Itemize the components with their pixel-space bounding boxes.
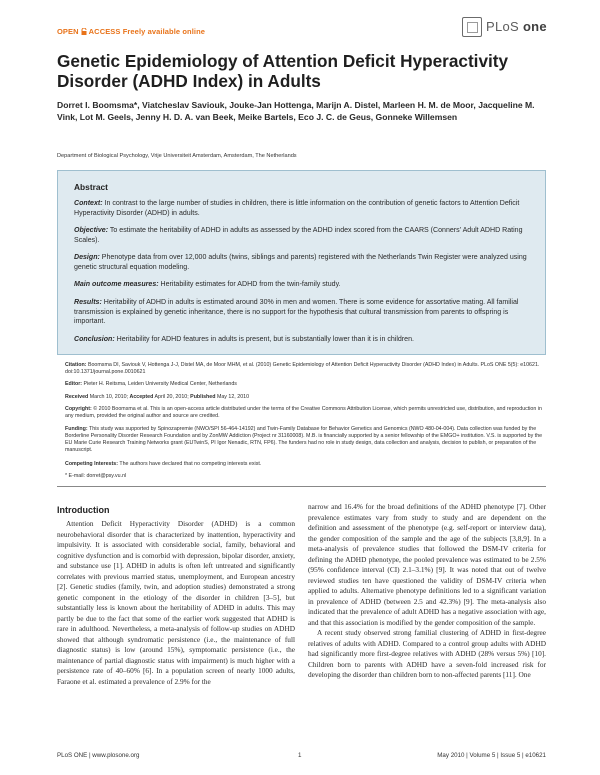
intro-paragraph-1: Attention Deficit Hyperactivity Disorder (ADHD) is a common neurobehavioral disorder that is characterized by inattention, hyperactivity and impulsivity. It is associated with considerable social, family, behavioral and cognitive dysfunction and is comorbid with depression, bipolar disorder, anxiety, and substance use [1]. ADHD in adults is often left untreated and significantly correlates with previous married status, unemployment, and European ancestry [2]. Genetic studies (family, twin, and adoption studies) demonstrated a strong genetic component in the etiology of the disorder in children [3–5], but substantially less is known about the heritability of ADHD in adults. This may partly be due to the fact that some of the earlier work suggested that ADHD is rare in adulthood. Nevertheless, a meta-analysis of follow-up studies on ADHD showed that although syndromatic persistence (i.e., the maintenance of full diagnostic status) is low (around 15%), symptomatic persistence (i.e., the maintenance of partial diagnostic status with impairment) is much higher with a persistence rate of 40–60% [6]. In a population screen of nearly 1000 adults, Faraone et al. estimated a prevalence of 2.9% for the — [57, 519, 295, 686]
open-lock-icon — [81, 28, 87, 35]
competing-interests: Competing Interests: The authors have declared that no competing interests exist. — [65, 461, 262, 467]
abstract-outcome: Main outcome measures: Heritability estimates for ADHD from the twin-family study. — [74, 281, 341, 288]
article-title: Genetic Epidemiology of Attention Deficit Hyperactivity Disorder (ADHD Index) in Adults — [57, 51, 509, 91]
citation: Citation: Boomsma DI, Saviouk V, Hottenga J-J, Distel MA, de Moor MHM, et al. (2010) Genetic Epidemiology of Attention Deficit Hyperactivity Disorder (ADHD Index) in Adults. PLoS ONE 5(5): e10621. doi:10.1371/journal.pone.0010621 — [65, 362, 540, 376]
footer-journal: PLoS ONE | www.plosone.org — [57, 752, 140, 759]
abstract-objective: Objective: To estimate the heritability of ADHD in adults as assessed by the ADHD index scored from the CAARS (Conners' Adult ADHD Rating Scales). — [74, 227, 523, 244]
journal-logo-right: one — [522, 19, 547, 34]
journal-logo — [462, 17, 547, 37]
editor: Editor: Pieter H. Reitsma, Leiden University Medical Center, Netherlands — [65, 381, 237, 387]
abstract-box — [57, 170, 546, 355]
copyright: Copyright: © 2010 Boomsma et al. This is an open-access article distributed under the terms of the Creative Commons Attribution License, which permits unrestricted use, distribution, and reproduction in any medium, provided the original author and source are credited. — [65, 406, 542, 420]
right-column — [308, 502, 546, 681]
abstract-heading: Abstract — [74, 182, 108, 192]
author-list: Dorret I. Boomsma*, Viatcheslav Saviouk, Jouke-Jan Hottenga, Marijn A. Distel, Marleen H. M. de Moor, Jacqueline M. Vink, Lot M. Geels, Jenny H. D. A. van Beek, Meike Bartels, Eco J. C. de Geus, Gonneke Willemsen — [57, 100, 535, 122]
journal-logo-left: PLoS — [486, 19, 520, 34]
abstract-design: Design: Phenotype data from over 12,000 adults (twins, siblings and parents) registered with the Netherlands Twin Register were analyzed using genetic structural equation modeling. — [74, 254, 527, 271]
abstract-context: Context: In contrast to the large number of studies in children, there is little information on the contribution of genetic factors to Attention Deficit Hyperactivity Disorder (ADHD) in adults. — [74, 200, 520, 217]
left-column — [57, 519, 295, 687]
abstract-conclusion: Conclusion: Heritability for ADHD features in adults is present, but is substantially lower than it is in children. — [74, 336, 414, 343]
email: * E-mail: dorret@psy.vu.nl — [65, 473, 127, 479]
footer-issue: May 2010 | Volume 5 | Issue 5 | e10621 — [437, 752, 546, 759]
affiliation: Department of Biological Psychology, Vrije Universiteit Amsterdam, Amsterdam, The Netherlands — [57, 153, 297, 159]
open-access-banner — [57, 27, 205, 36]
page-number: 1 — [298, 752, 302, 759]
open-access-label: OPEN — [57, 27, 79, 36]
introduction-heading: Introduction — [57, 505, 110, 515]
journal-logo-icon — [462, 17, 482, 37]
dates: Received March 10, 2010; Accepted April 20, 2010; Published May 12, 2010 — [65, 394, 250, 400]
abstract-results: Results: Heritability of ADHD in adults is estimated around 30% in men and women. There is some evidence for assortative mating. All familial transmission is explained by genetic inheritance, there is no support for the hypothesis that cultural transmission from parents to offspring is important. — [74, 299, 519, 326]
access-label: ACCESS — [88, 27, 121, 36]
intro-paragraph-2: narrow and 16.4% for the broad definitions of the ADHD phenotype [7]. Other prevalence estimates vary from study to study and are dependent on the definition and assessment of the phenotype (e.g. self-report or interview data), the gender composition of the sample and the age of the subjects [3,8,9]. In a meta-analysis of prevalence studies that followed the DSM-IV criteria for defining the ADHD phenotype, the pooled prevalence was estimated to be 2.5% (95% confidence interval (CI) 2.1–3.1%) [9]. It was noted that out of twelve reviewed studies ten have questioned the validity of DSM-IV criteria when applied to adults. Alternative phenotype definitions led to a significant variation in prevalence of ADHD (between 2.5 and 42.3%) [9]. The meta-analysis also indicated that the prevalence of adult ADHD has a negative association with age, and that this association is modified by the gender composition of the sample. — [308, 502, 546, 627]
funding: Funding: This study was supported by Spinozapremie (NWO/SPI 56-464-14192) and Twin-Family Database for Behavior Genetics and Genomics (NWO 480-04-004). Data collection was funded by the Borderline Personality Disorder Research Foundation and by ZonMW Addiction (Project nr 31160008). M.B. is financially supported by a senior fellowship of the EMGO+ institution. V.S. is supported by the EU Marie Curie Research Training Networks grant (EUTwinS, PI Igor Nenadic, RTN, FP6). The funders had no role in study design, data collection and analysis, decision to publish, or preparation of the manuscript. — [65, 426, 543, 454]
intro-paragraph-3: A recent study observed strong familial clustering of ADHD in first-degree relatives of adults with ADHD. Compared to a control group adults with ADHD had significantly more first-degree relatives with ADHD (28% versus 5%) [10]. Children born to parents with ADHD have a seven-fold increased risk for developing the disorder than children born to non-affected parents [11]. One — [308, 628, 546, 679]
freely-available-label: Freely available online — [122, 27, 206, 36]
divider — [57, 486, 546, 487]
